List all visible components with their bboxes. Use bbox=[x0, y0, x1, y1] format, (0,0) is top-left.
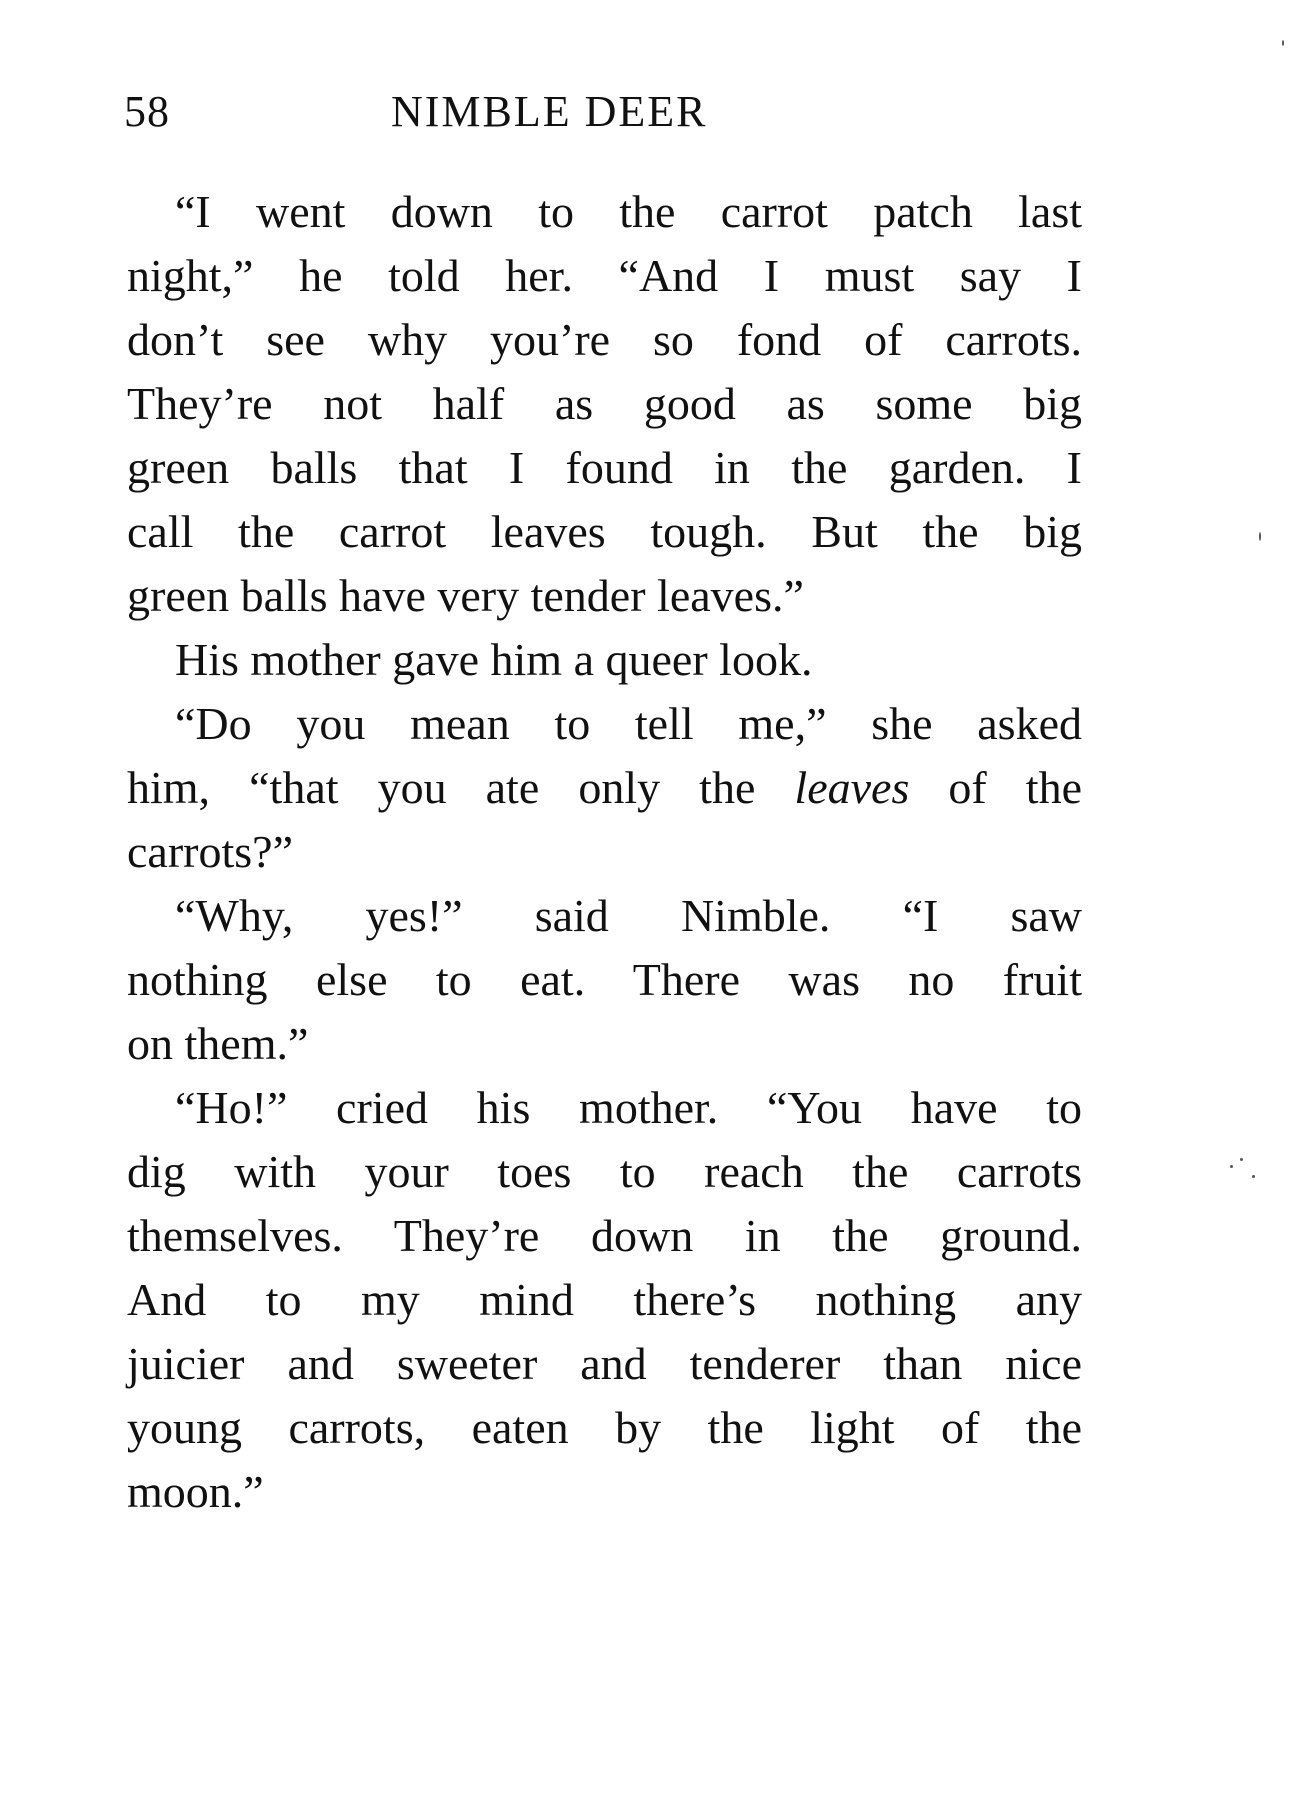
text-line: And to my mind there’s nothing any bbox=[127, 1274, 1082, 1325]
text-line: “I went down to the carrot patch last bbox=[175, 186, 1082, 237]
text-line: dig with your toes to reach the carrots bbox=[127, 1146, 1082, 1197]
text-line: young carrots, eaten by the light of the bbox=[127, 1402, 1082, 1453]
italic-word: leaves bbox=[794, 762, 910, 813]
text-line: nothing else to eat. There was no fruit bbox=[127, 954, 1082, 1005]
scan-speck bbox=[1230, 1165, 1233, 1168]
text-fragment: him, “that you ate only the bbox=[127, 762, 795, 813]
text-line: “Why, yes!” said Nimble. “I saw bbox=[175, 890, 1082, 941]
body-text bbox=[127, 180, 1082, 1524]
running-title: NIMBLE DEER bbox=[391, 87, 708, 136]
text-line: themselves. They’re down in the ground. bbox=[127, 1210, 1082, 1261]
text-line: don’t see why you’re so fond of carrots. bbox=[127, 314, 1082, 365]
text-line: “Do you mean to tell me,” she asked bbox=[175, 698, 1082, 749]
scan-speck bbox=[1240, 1158, 1243, 1161]
page-header bbox=[124, 86, 1084, 146]
scan-speck bbox=[1259, 532, 1261, 541]
text-line: on them.” bbox=[127, 1018, 309, 1069]
text-line-with-italic bbox=[127, 756, 1082, 820]
text-line: green balls that I found in the garden. I bbox=[127, 442, 1082, 493]
text-fragment: of the bbox=[909, 762, 1082, 813]
text-line: moon.” bbox=[127, 1466, 264, 1517]
page-number: 58 bbox=[124, 87, 170, 136]
text-line: carrots?” bbox=[127, 826, 293, 877]
text-line: They’re not half as good as some big bbox=[127, 378, 1082, 429]
text-line: call the carrot leaves tough. But the big bbox=[127, 506, 1082, 557]
text-line: His mother gave him a queer look. bbox=[175, 634, 813, 685]
text-line: night,” he told her. “And I must say I bbox=[127, 250, 1082, 301]
scan-speck bbox=[1282, 40, 1284, 46]
scan-speck bbox=[1252, 1175, 1255, 1178]
text-line: green balls have very tender leaves.” bbox=[127, 570, 804, 621]
text-line: “Ho!” cried his mother. “You have to bbox=[175, 1082, 1082, 1133]
text-line: juicier and sweeter and tenderer than nice bbox=[127, 1338, 1082, 1389]
